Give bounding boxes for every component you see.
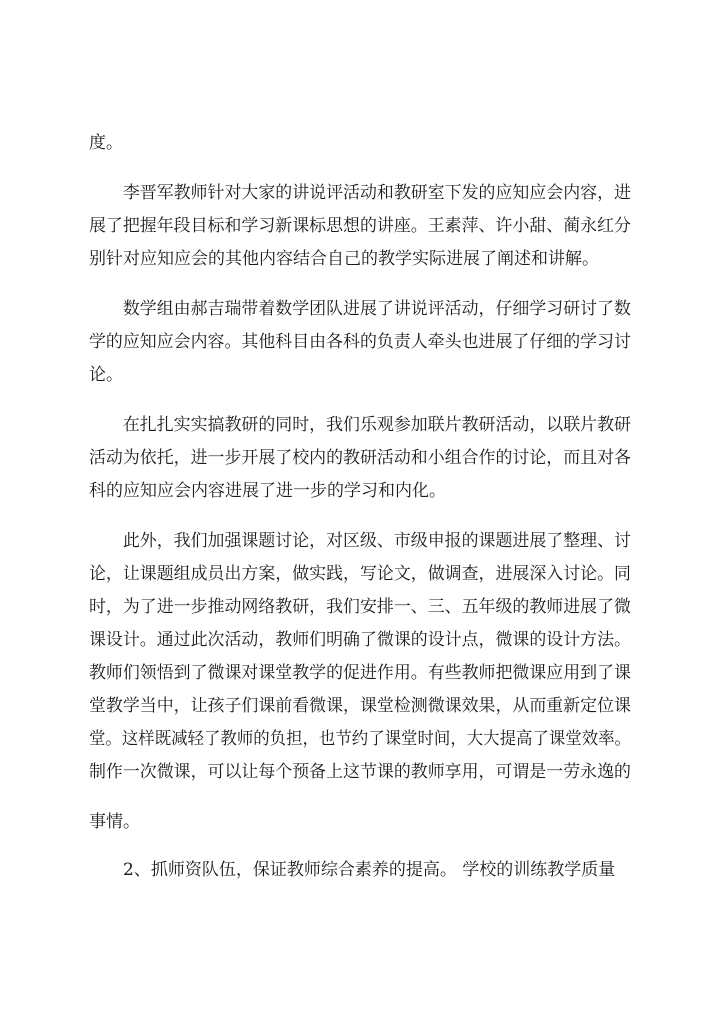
text-line: 制作一次微课，可以让每个预备上这节课的教师享用，可谓是一劳永逸的 bbox=[89, 762, 631, 782]
text-line: 在扎扎实实搞教研的同时，我们乐观参加联片教研活动，以联片教研 bbox=[89, 415, 631, 435]
text-line: 展了把握年段目标和学习新课标思想的讲座。王素萍、许小甜、蔺永红分 bbox=[89, 216, 631, 236]
text-line: 度。 bbox=[89, 133, 123, 153]
text-line: 教师们领悟到了微课对课堂教学的促进作用。有些教师把微课应用到了课 bbox=[89, 663, 631, 683]
text-line: 事情。 bbox=[89, 812, 140, 832]
text-line: 数学组由郝吉瑞带着数学团队进展了讲说评活动，仔细学习研讨了数 bbox=[89, 299, 631, 319]
text-line: 此外，我们加强课题讨论，对区级、市级申报的课题进展了整理、讨 bbox=[89, 531, 631, 551]
text-line: 学的应知应会内容。其他科目由各科的负责人牵头也进展了仔细的学习讨 bbox=[89, 332, 631, 352]
text-line: 论，让课题组成员出方案，做实践，写论文，做调查，进展深入讨论。同 bbox=[89, 564, 631, 584]
text-line: 科的应知应会内容进展了进一步的学习和内化。 bbox=[89, 481, 446, 501]
text-line: 堂教学当中，让孩子们课前看微课，课堂检测微课效果，从而重新定位课 bbox=[89, 696, 631, 716]
text-line: 论。 bbox=[89, 365, 123, 385]
text-line: 别针对应知应会的其他内容结合自己的教学实际进展了阐述和讲解。 bbox=[89, 249, 599, 269]
text-line: 李晋军教师针对大家的讲说评活动和教研室下发的应知应会内容，进 bbox=[89, 183, 631, 203]
text-line: 课设计。通过此次活动，教师们明确了微课的设计点，微课的设计方法。 bbox=[89, 630, 631, 650]
text-line: 堂。这样既减轻了教师的负担，也节约了课堂时间，大大提高了课堂效率。 bbox=[89, 729, 631, 749]
text-line: 活动为依托，进一步开展了校内的教研活动和小组合作的讨论，而且对各 bbox=[89, 448, 631, 468]
text-line: 时，为了进一步推动网络教研，我们安排一、三、五年级的教师进展了微 bbox=[89, 597, 631, 617]
text-line: 2、抓师资队伍，保证教师综合素养的提高。 学校的训练教学质量 bbox=[89, 860, 616, 880]
